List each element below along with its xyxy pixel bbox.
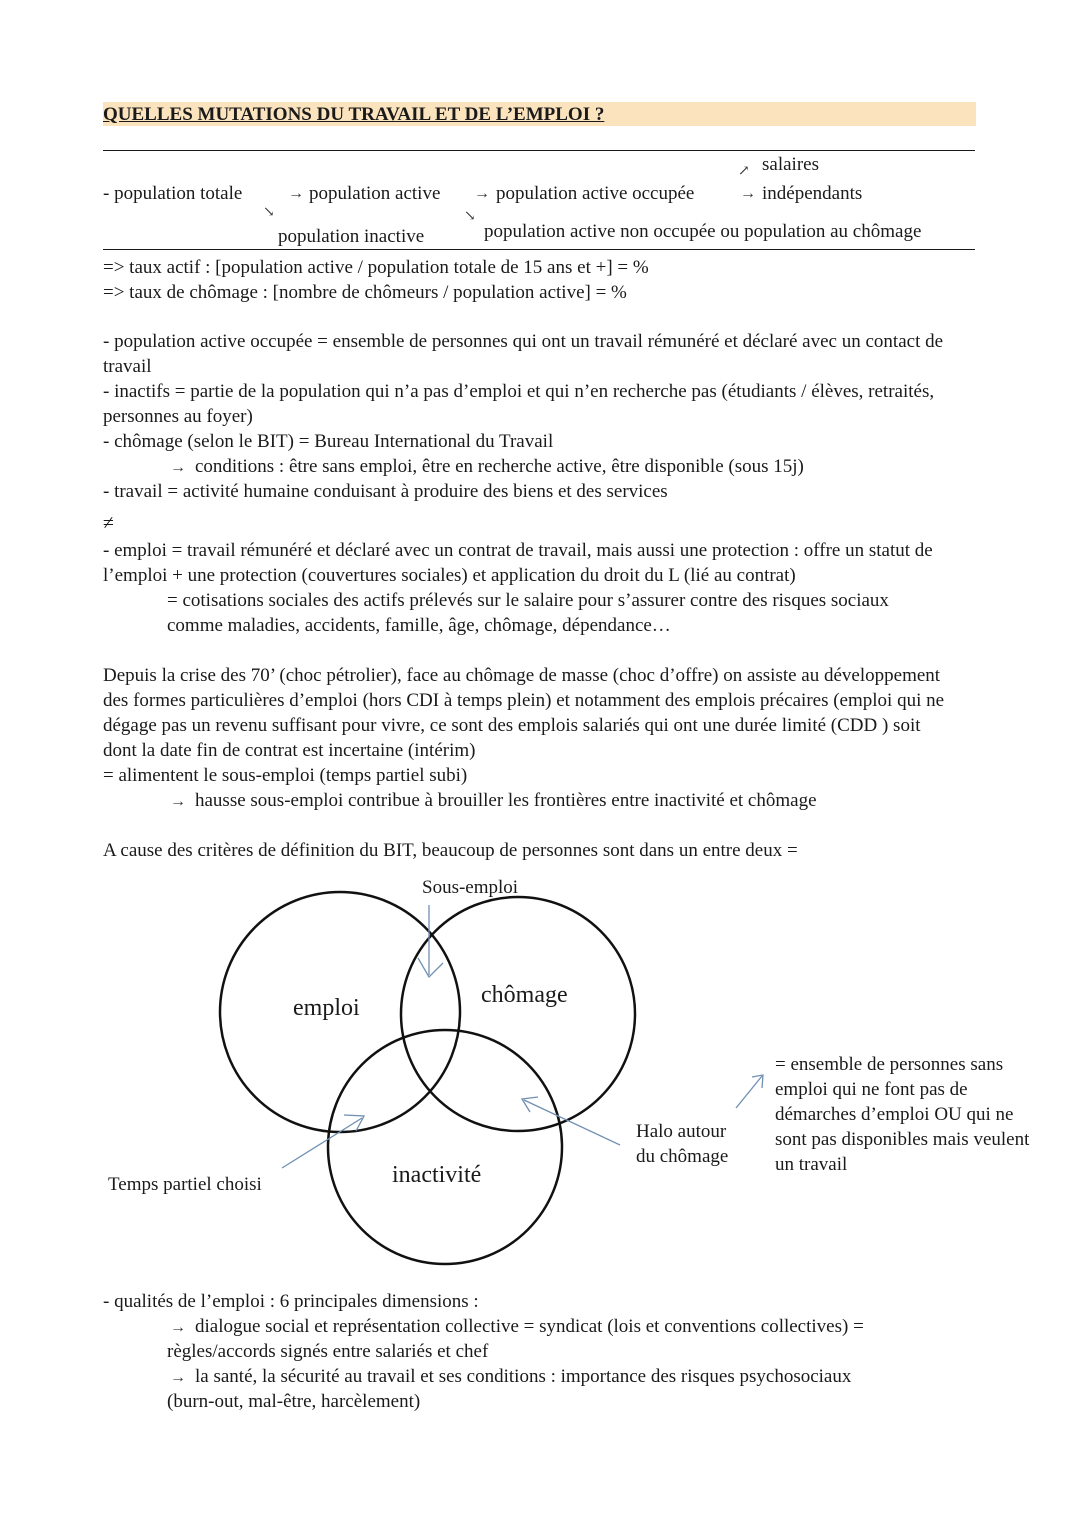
circle-inactivite <box>328 1030 562 1264</box>
halo-def-line: sont pas disponibles mais veulent <box>775 1129 1030 1150</box>
crisis-hausse: hausse sous-emploi contribue à brouiller les frontières entre inactivité et chômage <box>195 790 817 811</box>
venn-label-sous-emploi: Sous-emploi <box>422 877 519 898</box>
rate-taux-chomage: => taux de chômage : [nombre de chômeurs / population active] = % <box>103 282 627 303</box>
qualites-dialogue-2: règles/accords signés entre salariés et chef <box>167 1341 489 1362</box>
label-pop-active: population active <box>309 183 441 204</box>
rate-taux-actif: => taux actif : [population active / population totale de 15 ans et +] = % <box>103 257 649 278</box>
label-pop-inactive: population inactive <box>278 226 425 247</box>
arrow-right-icon: → <box>170 1319 186 1336</box>
def-travail: - travail = activité humaine conduisant à produire des biens et des services <box>103 481 668 502</box>
def-chomage: - chômage (selon le BIT) = Bureau International du Travail <box>103 431 554 452</box>
arrowhead-sous-emploi <box>418 958 443 977</box>
crisis-sous-emploi: = alimentent le sous-emploi (temps partiel subi) <box>103 765 468 786</box>
venn-label-halo-1: Halo autour <box>636 1121 727 1142</box>
venn-label-temps-partiel: Temps partiel choisi <box>108 1174 262 1195</box>
qualites-sante: la santé, la sécurité au travail et ses conditions : importance des risques psychosociaux <box>195 1366 852 1387</box>
def-conditions: conditions : être sans emploi, être en recherche active, être disponible (sous 15j) <box>195 456 804 477</box>
venn-label-halo-2: du chômage <box>636 1146 729 1167</box>
arrow-down-icon: ↘ <box>263 205 275 220</box>
def-emploi: - emploi = travail rémunéré et déclaré avec un contrat de travail, mais aussi une protection : offre un statut de l’emploi + une protection (couvertures sociales) et application du droit du L (lié au contrat) <box>103 540 933 586</box>
not-equal-icon: ≠ <box>103 512 114 534</box>
arrow-up-icon: ↗ <box>738 164 750 179</box>
qualites-sante-2: (burn-out, mal-être, harcèlement) <box>167 1391 421 1412</box>
bit-intro: A cause des critères de définition du BIT, beaucoup de personnes sont dans un entre deux = <box>103 840 798 861</box>
qualites-intro: - qualités de l’emploi : 6 principales dimensions : <box>103 1291 479 1312</box>
label-independants: indépendants <box>762 183 863 204</box>
arrowhead-halo <box>522 1097 538 1112</box>
qualites-dialogue: dialogue social et représentation collective = syndicat (lois et conventions collectives) = <box>195 1316 864 1337</box>
page-title: QUELLES MUTATIONS DU TRAVAIL ET DE L’EMPLOI ? <box>103 102 976 126</box>
venn-label-inactivite: inactivité <box>392 1162 482 1188</box>
def-cotisations: = cotisations sociales des actifs prélevés sur le salaire pour s’assurer contre des risques sociaux comme maladies, accidents, famille, âge, chômage, dépendance… <box>167 590 889 636</box>
arrow-right-icon: → <box>170 793 186 810</box>
halo-def-line: emploi qui ne font pas de <box>775 1079 968 1100</box>
label-pop-totale: - population totale <box>103 183 243 204</box>
arrow-halo <box>524 1100 620 1145</box>
arrow-right-icon: → <box>288 185 304 202</box>
halo-def-line: = ensemble de personnes sans <box>775 1054 1004 1075</box>
arrow-right-icon: → <box>170 459 186 476</box>
def-active-occupee: - population active occupée = ensemble de personnes qui ont un travail rémunéré et déclaré avec un contact de travail <box>103 331 944 377</box>
def-inactifs: - inactifs = partie de la population qui n’a pas d’emploi et qui n’en recherche pas (étudiants / élèves, retraités, personnes au foyer) <box>103 381 935 427</box>
label-pop-non-occupee: population active non occupée ou population au chômage <box>484 221 922 242</box>
halo-def-line: démarches d’emploi OU qui ne <box>775 1104 1014 1125</box>
arrow-temps-partiel <box>282 1118 362 1168</box>
venn-label-chomage: chômage <box>481 982 568 1008</box>
venn-label-emploi: emploi <box>293 995 360 1021</box>
arrow-right-icon: → <box>740 185 756 202</box>
label-salaires: salaires <box>762 154 819 175</box>
crisis-paragraph: Depuis la crise des 70’ (choc pétrolier), face au chômage de masse (choc d’offre) on assiste au développement des formes particulières d’emploi (hors CDI à temps plein) et notamment des emplois précaires (emploi qui ne dégage pas un revenu suffisant pour vivre, ce sont des emplois salariés qui ont une durée limité (CDD ) soit dont la date fin de contrat est incertaine (intérim) <box>103 665 945 761</box>
arrow-right-icon: → <box>170 1369 186 1386</box>
halo-def-line: un travail <box>775 1154 848 1175</box>
circle-chomage <box>401 897 635 1131</box>
arrow-halo-def <box>736 1076 762 1108</box>
label-pop-active-occupee: population active occupée <box>496 183 695 204</box>
arrow-down-icon: ↘ <box>464 209 476 224</box>
arrow-right-icon: → <box>474 185 490 202</box>
